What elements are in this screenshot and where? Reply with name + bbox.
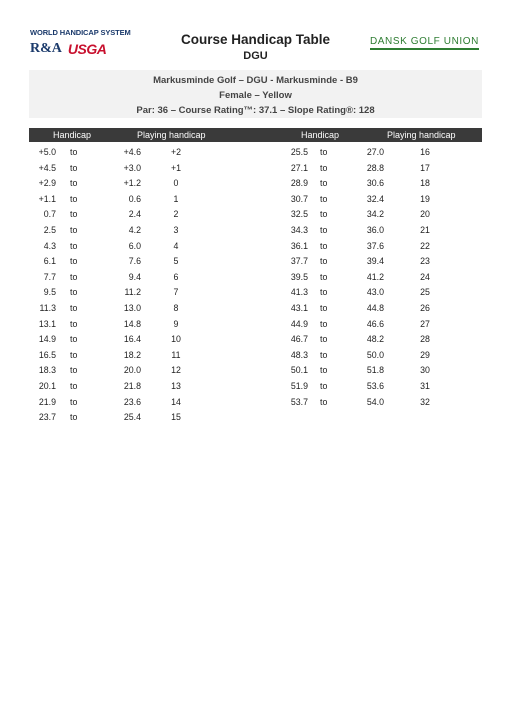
to-label: to — [70, 224, 78, 235]
to-label: to — [320, 287, 328, 298]
table-row — [278, 363, 482, 379]
handicap-from: 25.5 — [290, 147, 308, 157]
table-row — [278, 239, 482, 255]
table-row — [278, 301, 482, 317]
handicap-to: 41.2 — [366, 271, 384, 282]
table-row — [29, 223, 249, 239]
playing-handicap: 6 — [173, 271, 179, 282]
to-label: to — [70, 380, 78, 391]
handicap-from: +1.1 — [38, 193, 56, 204]
to-label: to — [70, 396, 78, 407]
playing-handicap: 0 — [173, 178, 179, 189]
to-label: to — [70, 271, 78, 282]
dgu-logo-underline — [370, 48, 479, 50]
handicap-to: 37.6 — [366, 240, 384, 251]
playing-handicap: 13 — [171, 380, 181, 391]
table-row — [278, 145, 482, 161]
table-row — [278, 192, 482, 208]
handicap-to: +4.6 — [123, 147, 141, 157]
left-table — [29, 145, 249, 426]
playing-handicap: 16 — [420, 147, 430, 157]
to-label: to — [320, 318, 328, 329]
playing-handicap: 14 — [171, 396, 181, 407]
playing-handicap: 1 — [173, 193, 179, 204]
playing-handicap: 15 — [171, 412, 181, 423]
handicap-from: 51.9 — [290, 380, 308, 391]
playing-handicap: 8 — [173, 302, 179, 313]
playing-handicap: 25 — [420, 287, 430, 298]
playing-handicap: 7 — [173, 287, 179, 298]
table-row — [29, 239, 249, 255]
table-row — [29, 285, 249, 301]
to-label: to — [320, 365, 328, 376]
table-row — [278, 207, 482, 223]
table-row — [278, 254, 482, 270]
to-label: to — [70, 147, 78, 157]
handicap-from: 50.1 — [290, 365, 308, 376]
handicap-to: 32.4 — [366, 193, 384, 204]
page-subtitle: DGU — [243, 50, 268, 62]
ra-logo: R&A — [30, 41, 62, 56]
handicap-to: +1.2 — [123, 178, 141, 189]
table-row — [278, 395, 482, 411]
handicap-from: +4.5 — [38, 162, 56, 173]
to-label: to — [320, 224, 328, 235]
handicap-from: 37.7 — [290, 256, 308, 267]
to-label: to — [320, 147, 328, 157]
playing-handicap: 2 — [173, 209, 179, 220]
handicap-to: 53.6 — [366, 380, 384, 391]
playing-handicap: 20 — [420, 209, 430, 220]
usga-logo: USGA — [67, 41, 107, 57]
table-row — [29, 192, 249, 208]
handicap-to: 7.6 — [128, 256, 141, 267]
handicap-from: 48.3 — [290, 349, 308, 360]
handicap-from: 32.5 — [290, 209, 308, 220]
playing-handicap: 23 — [420, 256, 430, 267]
playing-handicap: 9 — [173, 318, 179, 329]
handicap-from: 18.3 — [38, 365, 56, 376]
table-header — [29, 128, 482, 142]
handicap-from: 4.3 — [43, 240, 56, 251]
playing-handicap: 27 — [420, 318, 430, 329]
table-row — [29, 379, 249, 395]
playing-handicap: 4 — [173, 240, 179, 251]
to-label: to — [70, 349, 78, 360]
handicap-to: 18.2 — [123, 349, 141, 360]
handicap-to: 28.8 — [366, 162, 384, 173]
playing-handicap: 22 — [420, 240, 430, 251]
playing-handicap: 28 — [420, 334, 430, 345]
playing-handicap: 11 — [171, 349, 181, 360]
handicap-to: 36.0 — [366, 224, 384, 235]
page-title: Course Handicap Table — [180, 32, 331, 47]
table-row — [29, 270, 249, 286]
table-row — [29, 317, 249, 333]
to-label: to — [320, 256, 328, 267]
table-row — [278, 379, 482, 395]
playing-handicap: 26 — [420, 302, 430, 313]
to-label: to — [70, 209, 78, 220]
handicap-from: 34.3 — [290, 224, 308, 235]
handicap-to: 48.2 — [366, 334, 384, 345]
handicap-from: 39.5 — [290, 271, 308, 282]
handicap-to: 20.0 — [123, 365, 141, 376]
to-label: to — [70, 302, 78, 313]
handicap-to: 50.0 — [366, 349, 384, 360]
to-label: to — [70, 365, 78, 376]
handicap-to: 13.0 — [123, 302, 141, 313]
to-label: to — [320, 178, 328, 189]
to-label: to — [320, 209, 328, 220]
handicap-from: 13.1 — [38, 318, 56, 329]
handicap-from: 30.7 — [290, 193, 308, 204]
to-label: to — [320, 349, 328, 360]
right-table — [278, 145, 482, 410]
header-playing-left: Playing handicap — [137, 130, 206, 140]
handicap-from: 43.1 — [290, 302, 308, 313]
table-row — [29, 176, 249, 192]
header-handicap-right: Handicap — [301, 130, 340, 140]
handicap-from: 16.5 — [38, 349, 56, 360]
handicap-to: +3.0 — [123, 162, 141, 173]
handicap-from: 23.7 — [38, 412, 56, 423]
to-label: to — [70, 193, 78, 204]
handicap-to: 4.2 — [128, 224, 141, 235]
to-label: to — [70, 178, 78, 189]
table-row — [278, 223, 482, 239]
handicap-from: 53.7 — [290, 396, 308, 407]
handicap-to: 11.2 — [124, 287, 141, 298]
table-row — [29, 395, 249, 411]
header-playing-right: Playing handicap — [387, 130, 456, 140]
playing-handicap: +1 — [170, 162, 182, 173]
table-row — [29, 410, 249, 426]
playing-handicap: 18 — [420, 178, 430, 189]
to-label: to — [320, 334, 328, 345]
playing-handicap: 29 — [420, 349, 430, 360]
to-label: to — [320, 240, 328, 251]
handicap-to: 51.8 — [366, 365, 384, 376]
course-info-box — [29, 70, 482, 118]
dgu-logo — [370, 36, 479, 50]
playing-handicap: 19 — [420, 193, 430, 204]
to-label: to — [70, 240, 78, 251]
playing-handicap: 24 — [420, 271, 430, 282]
to-label: to — [320, 302, 328, 313]
table-row — [29, 301, 249, 317]
table-row — [29, 348, 249, 364]
playing-handicap: 32 — [420, 396, 430, 407]
playing-handicap: 10 — [171, 334, 181, 345]
handicap-from: +2.9 — [38, 178, 56, 189]
table-row — [29, 332, 249, 348]
table-row — [278, 332, 482, 348]
playing-handicap: +2 — [170, 147, 182, 157]
handicap-from: 27.1 — [290, 162, 308, 173]
handicap-from: 2.5 — [43, 224, 56, 235]
handicap-to: 0.6 — [128, 193, 141, 204]
to-label: to — [70, 334, 78, 345]
handicap-to: 23.6 — [123, 396, 141, 407]
table-row — [29, 254, 249, 270]
table-row — [29, 363, 249, 379]
handicap-from: 6.1 — [43, 256, 56, 267]
handicap-to: 14.8 — [123, 318, 141, 329]
table-row — [29, 207, 249, 223]
handicap-to: 34.2 — [366, 209, 384, 220]
handicap-from: 9.5 — [43, 287, 56, 298]
table-row — [278, 270, 482, 286]
to-label: to — [320, 162, 328, 173]
handicap-to: 21.8 — [123, 380, 141, 391]
table-row — [278, 176, 482, 192]
table-row — [278, 317, 482, 333]
to-label: to — [320, 396, 328, 407]
to-label: to — [70, 412, 78, 423]
table-row — [29, 161, 249, 177]
playing-handicap: 17 — [420, 162, 430, 173]
handicap-from: 36.1 — [290, 240, 308, 251]
playing-handicap: 30 — [420, 365, 430, 376]
playing-handicap: 3 — [173, 224, 179, 235]
handicap-from: 11.3 — [39, 302, 56, 313]
handicap-to: 30.6 — [366, 178, 384, 189]
table-row — [278, 285, 482, 301]
handicap-to: 44.8 — [366, 302, 384, 313]
to-label: to — [70, 287, 78, 298]
handicap-to: 43.0 — [366, 287, 384, 298]
handicap-from: 44.9 — [290, 318, 308, 329]
handicap-to: 6.0 — [128, 240, 141, 251]
tee-info: Female – Yellow — [219, 90, 292, 101]
header-handicap-left: Handicap — [53, 130, 92, 140]
handicap-from: 7.7 — [43, 271, 56, 282]
handicap-to: 16.4 — [123, 334, 141, 345]
to-label: to — [320, 271, 328, 282]
handicap-from: 41.3 — [290, 287, 308, 298]
handicap-from: 0.7 — [43, 209, 56, 220]
course-name: Markusminde Golf – DGU - Markusminde - B9 — [153, 75, 358, 86]
handicap-to: 39.4 — [366, 256, 384, 267]
to-label: to — [320, 380, 328, 391]
to-label: to — [70, 162, 78, 173]
to-label: to — [70, 256, 78, 267]
handicap-from: 21.9 — [38, 396, 56, 407]
whs-logo-text: WORLD HANDICAP SYSTEM — [30, 28, 131, 37]
playing-handicap: 21 — [420, 224, 430, 235]
playing-handicap: 31 — [420, 380, 430, 391]
handicap-to: 2.4 — [128, 209, 141, 220]
table-row — [278, 348, 482, 364]
handicap-to: 9.4 — [128, 271, 141, 282]
to-label: to — [320, 193, 328, 204]
dgu-logo-text: DANSK GOLF UNION — [369, 36, 479, 47]
handicap-to: 46.6 — [366, 318, 384, 329]
handicap-to: 25.4 — [123, 412, 141, 423]
handicap-from: 20.1 — [38, 380, 56, 391]
playing-handicap: 5 — [173, 256, 179, 267]
rating-info: Par: 36 – Course Rating™: 37.1 – Slope Rating®: 128 — [136, 105, 375, 116]
handicap-from: 28.9 — [290, 178, 308, 189]
handicap-from: 46.7 — [290, 334, 308, 345]
to-label: to — [70, 318, 78, 329]
handicap-to: 54.0 — [366, 396, 384, 407]
table-row — [29, 145, 249, 161]
handicap-from: 14.9 — [38, 334, 56, 345]
handicap-from: +5.0 — [38, 147, 56, 157]
table-row — [278, 161, 482, 177]
handicap-to: 27.0 — [366, 147, 384, 157]
playing-handicap: 12 — [171, 365, 181, 376]
